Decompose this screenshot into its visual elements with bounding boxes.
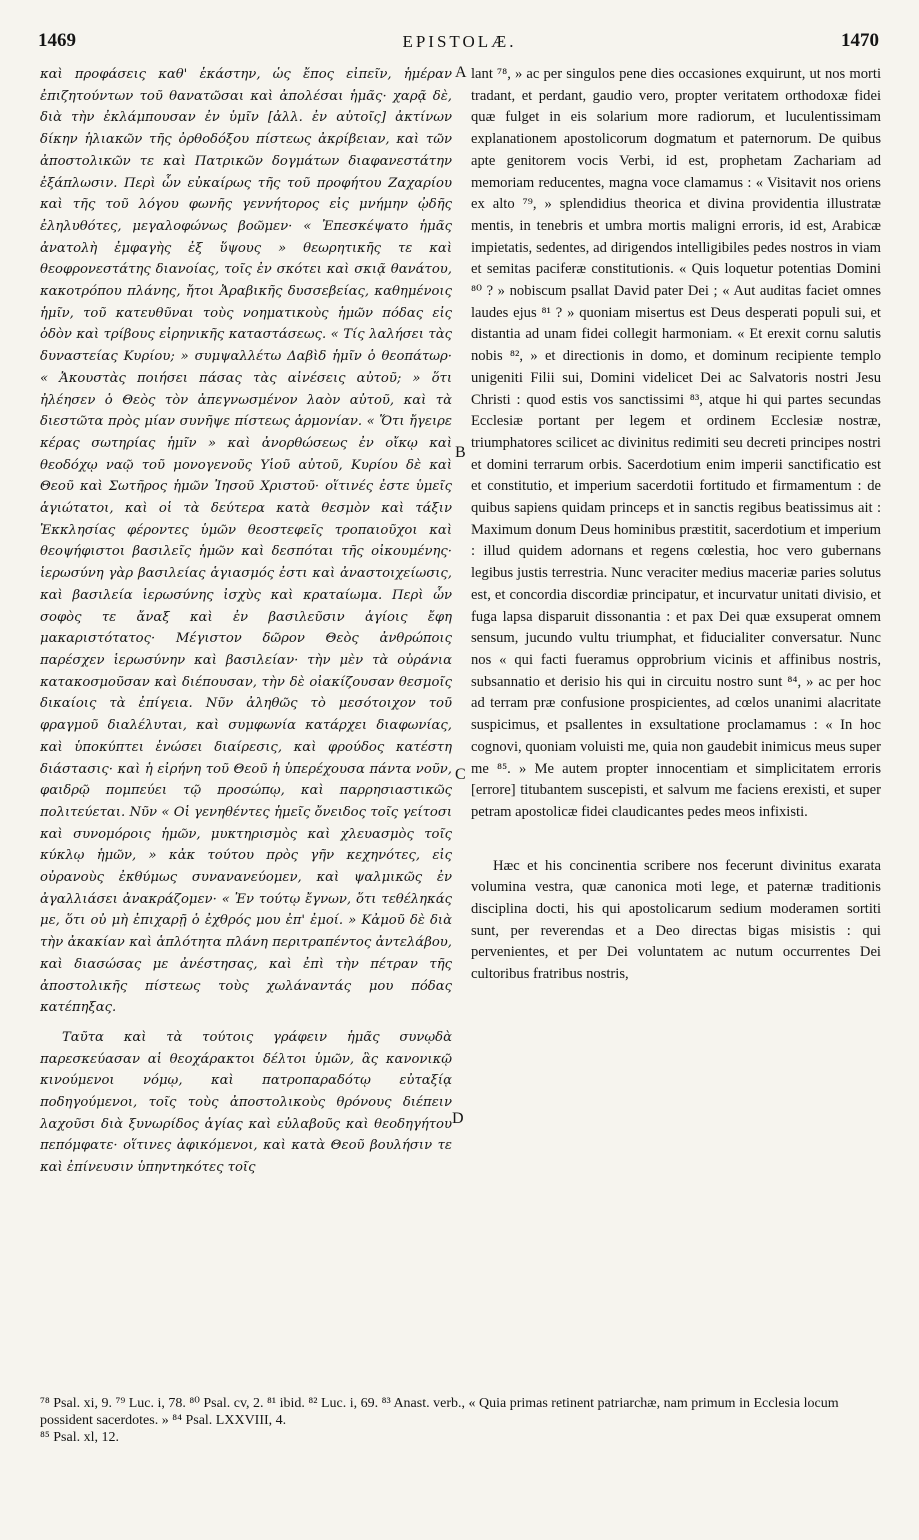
greek-paragraph: Ταῦτα καὶ τὰ τούτοις γράφειν ἡμᾶς συνῳδὰ παρεσκεύασαν αἱ θεοχάρακτοι δέλτοι ὑμῶν, ἃς κανονικῷ κινούμενοι νόμῳ, καὶ πατροπαραδότῳ εὐταξίᾳ ποδηγούμενοι, τοῖς τοὺς ἀποστολικοὺς θρόνους διέπειν λαχοῦσι διὰ ξυνωρίδος ἁγίας καὶ εὐλαβοῦς καὶ θεοδηγήτου πεπόμφατε· οἵτινες ἀφικόμενοι, καὶ κατὰ Θεοῦ βουλήσιν τε καὶ ἐπίνευσιν ὑπηντηκότες τοῖς <box>40 1029 452 1176</box>
footnote-line: ⁷⁸ Psal. xi, 9. ⁷⁹ Luc. i, 78. ⁸⁰ Psal. cv, 2. ⁸¹ ibid. ⁸² Luc. i, 69. ⁸³ Anast. verb., « Quia primas retinent patriarchæ, nam primum in Ecclesia locum possident sacerdotes. » ⁸⁴ Psal. LXXVIII, 4. <box>40 1396 839 1428</box>
margin-marker-c: C <box>455 766 466 783</box>
running-title: EPISTOLÆ. <box>402 32 517 51</box>
greek-paragraph: καὶ προφάσεις καθ' ἑκάστην, ὡς ἔπος εἰπεῖν, ἡμέραν ἐπιζητούντων τοῦ θανατῶσαι καὶ ἀπολέσαι ἡμᾶς· χαρᾷ δὲ, διὰ τὴν ἐκλάμπουσαν ἐν ὑμῖν [ἀλλ. ἐν αὐτοῖς] ἀκτίνων δίκην ἡλιακῶν τῆς ὀρθοδόξου πίστεως ἀκρίβειαν, καὶ τῶν ἀποστολικῶν τε καὶ Πατρικῶν δογμάτων διαφανεστάτην ἐξάπλωσιν. Περὶ ὧν εὐκαίρως τῆς τοῦ προφήτου Ζαχαρίου καὶ τῆς τοῦ λόγου φωνῆς γεννήτορος εἰς μνήμην ᾠδῆς ἐληλυθότες, μεγαλοφώνως βοῶμεν· « Ἐπεσκέψατο ἡμᾶς ἀνατολὴ ἐμφαγὴς ἐξ ὕψους » θεωρητικῆς τε καὶ θεοφρονεστάτης διανοίας, τοῖς ἐν σκότει καὶ σκιᾷ θανάτου, κακοτρόπου πλάνης, ἤτοι Ἀραβικῆς δυσσεβείας, καθημένοις ἡμῖν, τοῦ κατευθῦναι τοὺς νοηματικοὺς ἡμῶν πόδας εἰς ὁδὸν καὶ τρίβους εἰρηνικῆς καταστάσεως. « Τίς λαλήσει τὰς δυναστείας Κυρίου; » συμψαλλέτω Δαβὶδ ἡμῖν ὁ θεοπάτωρ· « Ἀκουστὰς ποιήσει πάσας τὰς αἰνέσεις αὐτοῦ; » ὅτι ἠλέησεν ὁ Θεὸς τὸν ἀπεγνωσμένον λαὸν αὐτοῦ, καὶ τὰ διεστῶτα πρὸς μίαν συνῆψε πίστεως ἁρμονίαν. « Ὅτι ἤγειρε κέρας σωτηρίας ἡμῖν » καὶ ἀνορθώσεως ἐν οἴκῳ καὶ θεοδόχῳ ναῷ τοῦ μονογενοῦς Υἱοῦ αὐτοῦ, Κυρίου δὲ καὶ Θεοῦ καὶ Σωτῆρος ἡμῶν Ἰησοῦ Χριστοῦ· οἵτινές ἐστε ὑμεῖς ἁγιώτατοι, καὶ οἱ τὰ δεύτερα κατὰ θεσμὸν καὶ τάξιν Ἐκκλησίας φέροντες ὑμῶν θεοστεφεῖς τροπαιοῦχοι καὶ θεοψήφιστοι βασιλεῖς ἡμῶν καὶ δεσπόται τῆς οἰκουμένης· ἱερωσύνη γὰρ βασιλείας ἁγιασμός ἐστι καὶ ἀναστοιχείωσις, καὶ βασιλεία ἱερωσύνης ἰσχὺς καὶ κραταίωμα. Περὶ ὧν σοφὸς τε ἄναξ καὶ ἐν βασιλεῦσιν ἁγίοις ἔφη μακαριστότατος· Μέγιστον δῶρον Θεὸς ἀνθρώποις παρέσχεν ἱερωσύνην καὶ βασιλείαν· τὴν μὲν τὰ οὐράνια κατακοσμοῦσαν καὶ διέπουσαν, τὴν δὲ οἰακίζουσαν θεσμοῖς δικαίοις τὰ ἐπίγεια. Νῦν ἀληθῶς τὸ μεσότοιχον τοῦ φραγμοῦ διαλέλυται, καὶ συμφωνία κατάρχει διαφωνίας, καὶ ὑποκύπτει ἑνώσει διαίρεσις, καὶ φρούδος κατέστη διάστασις· καὶ ἡ εἰρήνη τοῦ Θεοῦ ἡ ὑπερέχουσα πάντα νοῦν, φαιδρῷ πομπεύει τῷ προσώπῳ, καὶ παρρησιαστικῶς πολιτεύεται. Νῦν « Οἱ γενηθέντες ἡμεῖς ὄνειδος τοῖς γείτοσι καὶ συνομόροις ἡμῶν, μυκτηρισμὸς καὶ χλευασμὸς τοῖς κύκλῳ ἡμῶν, » κἀκ τούτου πρὸς γῆν κεχηνότες, εἰς οὐρανοὺς ἐκθύμως συνανανεύομεν, καὶ ψαλμικῶς ἐν ἀγαλλιάσει ἀνακράζομεν· « Ἐν τούτῳ ἔγνων, ὅτι τεθέληκάς με, ὅτι οὐ μὴ ἐπιχαρῇ ὁ ἐχθρός μου ἐπ' ἐμοί. » Κἀμοῦ δὲ διὰ τὴν ἀκακίαν καὶ ἁπλότητα πλάνη περιτραπέντος ἀντελάβου, καὶ διασώσας με ἀνέστησας, καὶ ἐπὶ τὴν πέτραν τῆς ἀποστολικῆς πίστεως τοὺς χωλάναντάς μου πόδας κατέπηξας. <box>40 67 452 1016</box>
right-page-number: 1470 <box>841 30 879 51</box>
left-page-number: 1469 <box>38 30 76 51</box>
latin-paragraph: lant ⁷⁸, » ac per singulos pene dies occasiones exquirunt, ut nos morti tradant, et perdant, gaudio vero, propter veritatem orthodoxæ fidei quæ fulget in eis solarium more radiorum, et luculentissimam explanationem apostolicorum dogmatum et paternorum. De quibus apte genitorem vocis Verbi, id est, prophetam Zachariam ad memoriam reducentes, magna voce clamamus : « Visitavit nos oriens ex alto ⁷⁹, » splendidius theorica et divina providentia illustratæ mentis, in tenebris et umbra mortis maligni erroris, id est, Arabicæ impietatis, sedentes, ad dirigendos intelligibiles pedes nostros in viam et semitas paciferæ constitutionis. « Quis loquetur potentias Domini ⁸⁰ ? » nobiscum psallat David pater Dei ; « Aut auditas faciet omnes laudes ejus ⁸¹ ? » quoniam misertus est Deus desperati populi sui, et distantia ad unam fidei collegit harmoniam. « Et erexit cornu salutis nobis ⁸², » et directionis in domo, et dominum recipiente templo unigeniti Filii sui, Domini videlicet Dei ac Salvatoris nostri Jesu Christi : quod estis vos sanctissimi ⁸³, atque hi qui partes secundas Ecclesiæ portant per legem et ordinem Ecclesiæ nostræ, triumphatores scilicet ac divinitus redimiti seu decreti principes nostri et domini terrarum orbis. Sacerdotium enim imperii sanctificatio est et constitutio, et imperium sacerdotii fortitudo et firmamentum : de quibus sapiens quidam princeps et in sanctis regibus beatissimus ait : Maximum donum Deus hominibus præstitit, sacerdotium et imperium : illud quidem adornans et regens cœlestia, hoc vero gubernans legibus justis terrestria. Nunc veraciter medius maceriæ paries solutus est, et concordia discordiæ principatur, et incurvatur unitati divisio, et fuga lapsa disparuit dissonantia : et pax Dei quæ exsuperat omnem sensum, jucundo vultu triumphat, et fiducialiter conversatur. Nunc nos « qui facti fueramus opprobrium vicinis et affinibus nostris, subsannatio et derisio his qui in circuitu nostro sunt ⁸⁴, » ac per hoc ad terram præ confusione prospicientes, ad cœlos unanimi alacritate suspicimus, et psallentes in exsultatione proclamamus : « In hoc cognovi, quoniam voluisti me, quia non gaudebit inimicus meus super me ⁸⁵. » Me autem propter innocentiam et simplicitatem erroris [errore] titubantem suscepisti, et salvum me faciens erexisti, et super petram apostolicæ fidei claudicantes pedes meos infixisti. <box>471 66 881 820</box>
margin-marker-b: B <box>455 444 466 461</box>
footnote-line: ⁸⁵ Psal. xl, 12. <box>40 1430 119 1445</box>
margin-marker-a: A <box>455 64 467 81</box>
latin-paragraph: Hæc et his concinentia scribere nos fecerunt divinitus exarata volumina vestra, quæ canonica moti lege, et paternæ traditionis disciplina docti, his qui apostolicarum sedium moderamen sortiti sunt, per reverendas et a Deo directas bigas misistis : qui pervenientes, et per Dei voluntatem ac nutum occurrentes Dei cultoribus fratribus nostris, <box>471 857 881 983</box>
footnotes <box>40 1395 882 1446</box>
greek-column <box>40 64 452 1179</box>
latin-column <box>471 64 881 986</box>
margin-marker-d: D <box>452 1110 464 1127</box>
page-header <box>0 30 919 56</box>
